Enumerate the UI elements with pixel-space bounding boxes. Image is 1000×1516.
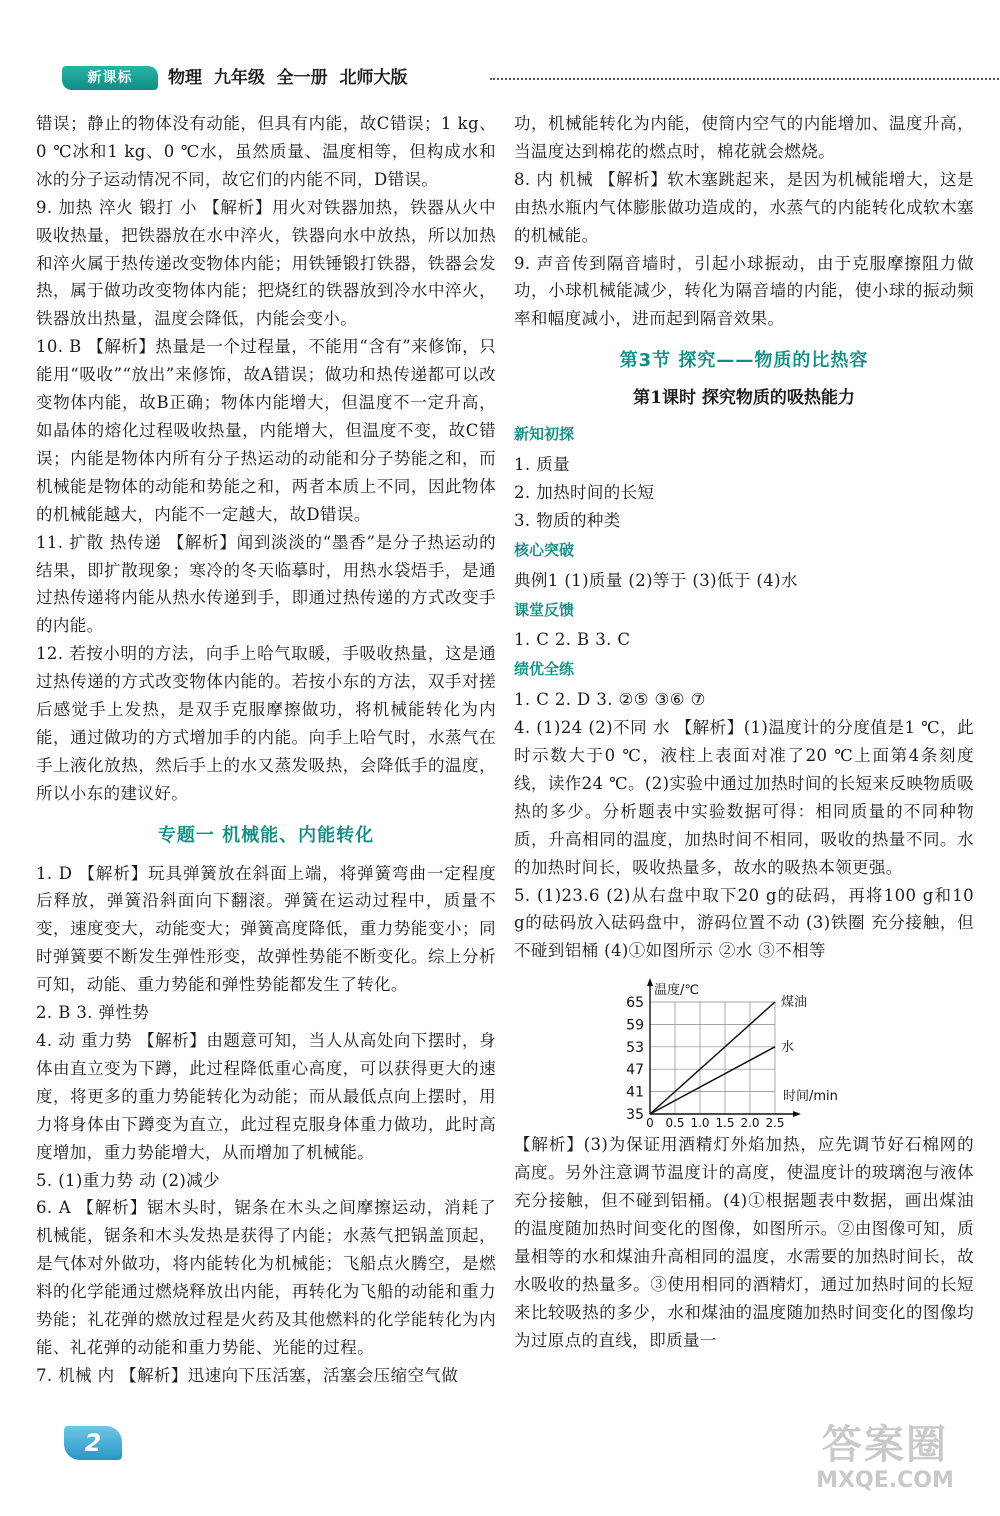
label-hexin: 核心突破 xyxy=(514,540,575,559)
series-line-0 xyxy=(650,1002,775,1114)
left-column xyxy=(36,110,496,1390)
temperature-chart xyxy=(514,969,974,1129)
right-column xyxy=(514,110,974,1355)
answer-paragraph: 错误；静止的物体没有动能，但具有内能，故C错误；1 kg、0 ℃冰和1 kg、0 ℃水，虽然质量、温度相等，但构成水和冰的分子运动情况不同，故它们的内能不同，D错误。 xyxy=(36,114,496,189)
x-tick-label: 1.0 xyxy=(690,1116,710,1130)
xinzhi-1: 1. 质量 xyxy=(514,454,570,474)
x-tick-label: 1.5 xyxy=(715,1116,735,1130)
label-xinzhi: 新知初探 xyxy=(514,425,575,444)
section-title: 第3节 探究——物质的比热容 xyxy=(619,350,869,372)
hexin-1: 典例1 (1)质量 (2)等于 (3)低于 (4)水 xyxy=(514,570,798,590)
page-header xyxy=(62,64,962,92)
answer-9b: 9. 声音传到隔音墙时，引起小球振动，由于克服摩擦阻力做功，小球机械能减少，转化为隔音墙的内能，使小球的振动频率和幅度减小，进而起到隔音效果。 xyxy=(514,253,974,329)
answer-8: 8. 内 机械 【解析】软木塞跳起来，是因为机械能增大，这是由热水瓶内气体膨胀做功造成的，水蒸气的内能转化成软木塞的机械能。 xyxy=(514,169,974,245)
topic-answer-1: 1. D 【解析】玩具弹簧放在斜面上端，将弹簧弯曲一定程度后释放，弹簧沿斜面向下翻滚。弹簧在运动过程中，质量不变，速度变大，动能变大；弹簧高度降低，重力势能变小；同时弹簧要不断发生弹性形变，故弹性势能不断变化。综上分析可知，动能、重力势能和弹性势能都发生了转化。 xyxy=(36,863,496,995)
jiyou-5: 5. (1)23.6 (2)从右盘中取下20 g的砝码，再将100 g和10 g的砝码放入砝码盘中，游码位置不动 (3)铁圈 充分接触，但不碰到铝桶 (4)①如图所示 ②水 ③不相等 xyxy=(514,885,974,961)
answer-9: 9. 加热 淬火 锻打 小 【解析】用火对铁器加热，铁器从火中吸收热量，把铁器放在水中淬火，铁器向水中放热，所以加热和淬火属于热传递改变物体内能；用铁锤锻打铁器，铁器会发热，属于做功改变物体内能；把烧红的铁器放到冷水中淬火，铁器放出热量，温度会降低，内能会变小。 xyxy=(36,197,496,329)
series-logo: 新课标 xyxy=(62,66,158,90)
y-tick-label: 59 xyxy=(626,1017,644,1034)
series-label: 煤油 xyxy=(781,995,808,1011)
x-tick-label: 2.0 xyxy=(740,1116,760,1130)
lesson-title: 第1课时 探究物质的吸热能力 xyxy=(633,388,855,409)
series-label: 水 xyxy=(781,1040,795,1056)
jiyou-4: 4. (1)24 (2)不同 水 【解析】(1)温度计的分度值是1 ℃，此时示数大于0 ℃，液柱上表面对准了20 ℃上面第4条刻度线，读作24 ℃。(2)实验中通过加热时间的长短来反映物质吸热的多少。分析题表中实验数据可得：相同质量的不同种物质，升高相同的温度，加热时间不相同，吸收的热量不同。水的加热时间长，吸收热量多，故水的吸热本领更强。 xyxy=(514,718,974,877)
series-line-1 xyxy=(650,1047,775,1114)
chart-svg xyxy=(514,969,974,1129)
xinzhi-3: 3. 物质的种类 xyxy=(514,510,621,530)
watermark-logo: 答案圈 xyxy=(822,1422,948,1468)
ketang-1: 1. C 2. B 3. C xyxy=(514,630,631,650)
y-axis-label: 温度/℃ xyxy=(654,983,699,999)
x-axis-arrow xyxy=(793,1111,801,1117)
header-divider xyxy=(490,78,1000,80)
y-tick-label: 47 xyxy=(626,1062,644,1079)
answer-7-cont: 功，机械能转化为内能，使筒内空气的内能增加、温度升高，当温度达到棉花的燃点时，棉花就会燃烧。 xyxy=(514,114,974,161)
page-number: 2 xyxy=(64,1426,122,1460)
answer-10: 10. B 【解析】热量是一个过程量，不能用“含有”来修饰，只能用“吸收”“放出”来修饰，故A错误；做功和热传递都可以改变物体内能，故B正确；物体内能增大，但温度不一定升高，如晶体的熔化过程吸收热量，内能增大，但温度不变，故C错误；内能是物体内所有分子热运动的动能和分子势能之和，而机械能是物体的动能和势能之和，两者本质上不同，因此物体的机械能越大，内能不一定越大，故D错误。 xyxy=(36,337,496,524)
y-axis-arrow xyxy=(647,978,653,986)
label-jiyou: 绩优全练 xyxy=(514,660,575,679)
answer-11: 11. 扩散 热传递 【解析】闻到淡淡的“墨香”是分子热运动的结果，即扩散现象；寒冷的冬天临摹时，用热水袋焐手，是通过热传递将内能从热水传递到手，即通过热传递的方式改变手的内能。 xyxy=(36,532,496,636)
x-tick-label: 2.5 xyxy=(765,1116,785,1130)
book-title: 物理 九年级 全一册 北师大版 xyxy=(168,68,408,88)
y-tick-label: 65 xyxy=(626,995,644,1012)
topic-answer-5: 5. (1)重力势 动 (2)减少 xyxy=(36,1170,221,1190)
x-axis-label: 时间/min xyxy=(783,1089,838,1105)
x-tick-label: 0.5 xyxy=(665,1116,685,1130)
watermark xyxy=(800,1422,970,1502)
y-tick-label: 35 xyxy=(626,1107,644,1124)
x-tick-label: 0 xyxy=(646,1116,654,1130)
topic-title: 专题一 机械能、内能转化 xyxy=(157,824,375,846)
label-ketang: 课堂反馈 xyxy=(514,600,575,619)
topic-answer-6: 6. A 【解析】锯木头时，锯条在木头之间摩擦运动，消耗了机械能，锯条和木头发热是获得了内能；水蒸气把锅盖顶起，是气体对外做功，将内能转化为机械能；飞船点火腾空，是燃料的化学能通过燃烧释放出内能，再转化为飞船的动能和重力势能；礼花弹的燃放过程是火药及其他燃料的化学能转化为内能、礼花弹的动能和重力势能、光能的过程。 xyxy=(36,1198,496,1357)
jiexi-paragraph: 【解析】(3)为保证用酒精灯外焰加热，应先调节好石棉网的高度。另外注意调节温度计的高度，使温度计的玻璃泡与液体充分接触，但不碰到铝桶。(4)①根据题表中数据，画出煤油的温度随加热时间变化的图像，如图所示。②由图像可知，质量相等的水和煤油升高相同的温度，水需要的加热时间长，故水吸收的热量多。③使用相同的酒精灯，通过加热时间的长短来比较吸热的多少，水和煤油的温度随加热时间变化的图像均为过原点的直线，即质量一 xyxy=(514,1135,974,1350)
y-tick-label: 53 xyxy=(626,1040,644,1057)
xinzhi-2: 2. 加热时间的长短 xyxy=(514,482,655,502)
topic-answer-7: 7. 机械 内 【解析】迅速向下压活塞，活塞会压缩空气做 xyxy=(36,1365,459,1385)
topic-answer-2-3: 2. B 3. 弹性势 xyxy=(36,1003,150,1023)
topic-answer-4: 4. 动 重力势 【解析】由题意可知，当人从高处向下摆时，身体由直立变为下蹲，此过程降低重心高度，可以获得更大的速度，将更多的重力势能转化为动能；而从最低点向上摆时，用力将身体由下蹲变为直立，此过程克服身体重力做功，此时高度增加，重力势能增大，从而增加了机械能。 xyxy=(36,1031,496,1162)
watermark-url: MXQE.COM xyxy=(816,1468,954,1493)
answer-12: 12. 若按小明的方法，向手上哈气取暖，手吸收热量，这是通过热传递的方式改变物体内能的。若按小东的方法，双手对搓后感觉手上发热，是双手克服摩擦做功，将机械能转化为内能，通过做功的方式增加手的内能。向手上哈气时，水蒸气在手上液化放热，然后手上的水又蒸发吸热，会降低手的温度，所以小东的建议好。 xyxy=(36,644,496,803)
jiyou-1: 1. C 2. D 3. ②⑤ ③⑥ ⑦ xyxy=(514,690,706,710)
y-tick-label: 41 xyxy=(626,1084,644,1101)
